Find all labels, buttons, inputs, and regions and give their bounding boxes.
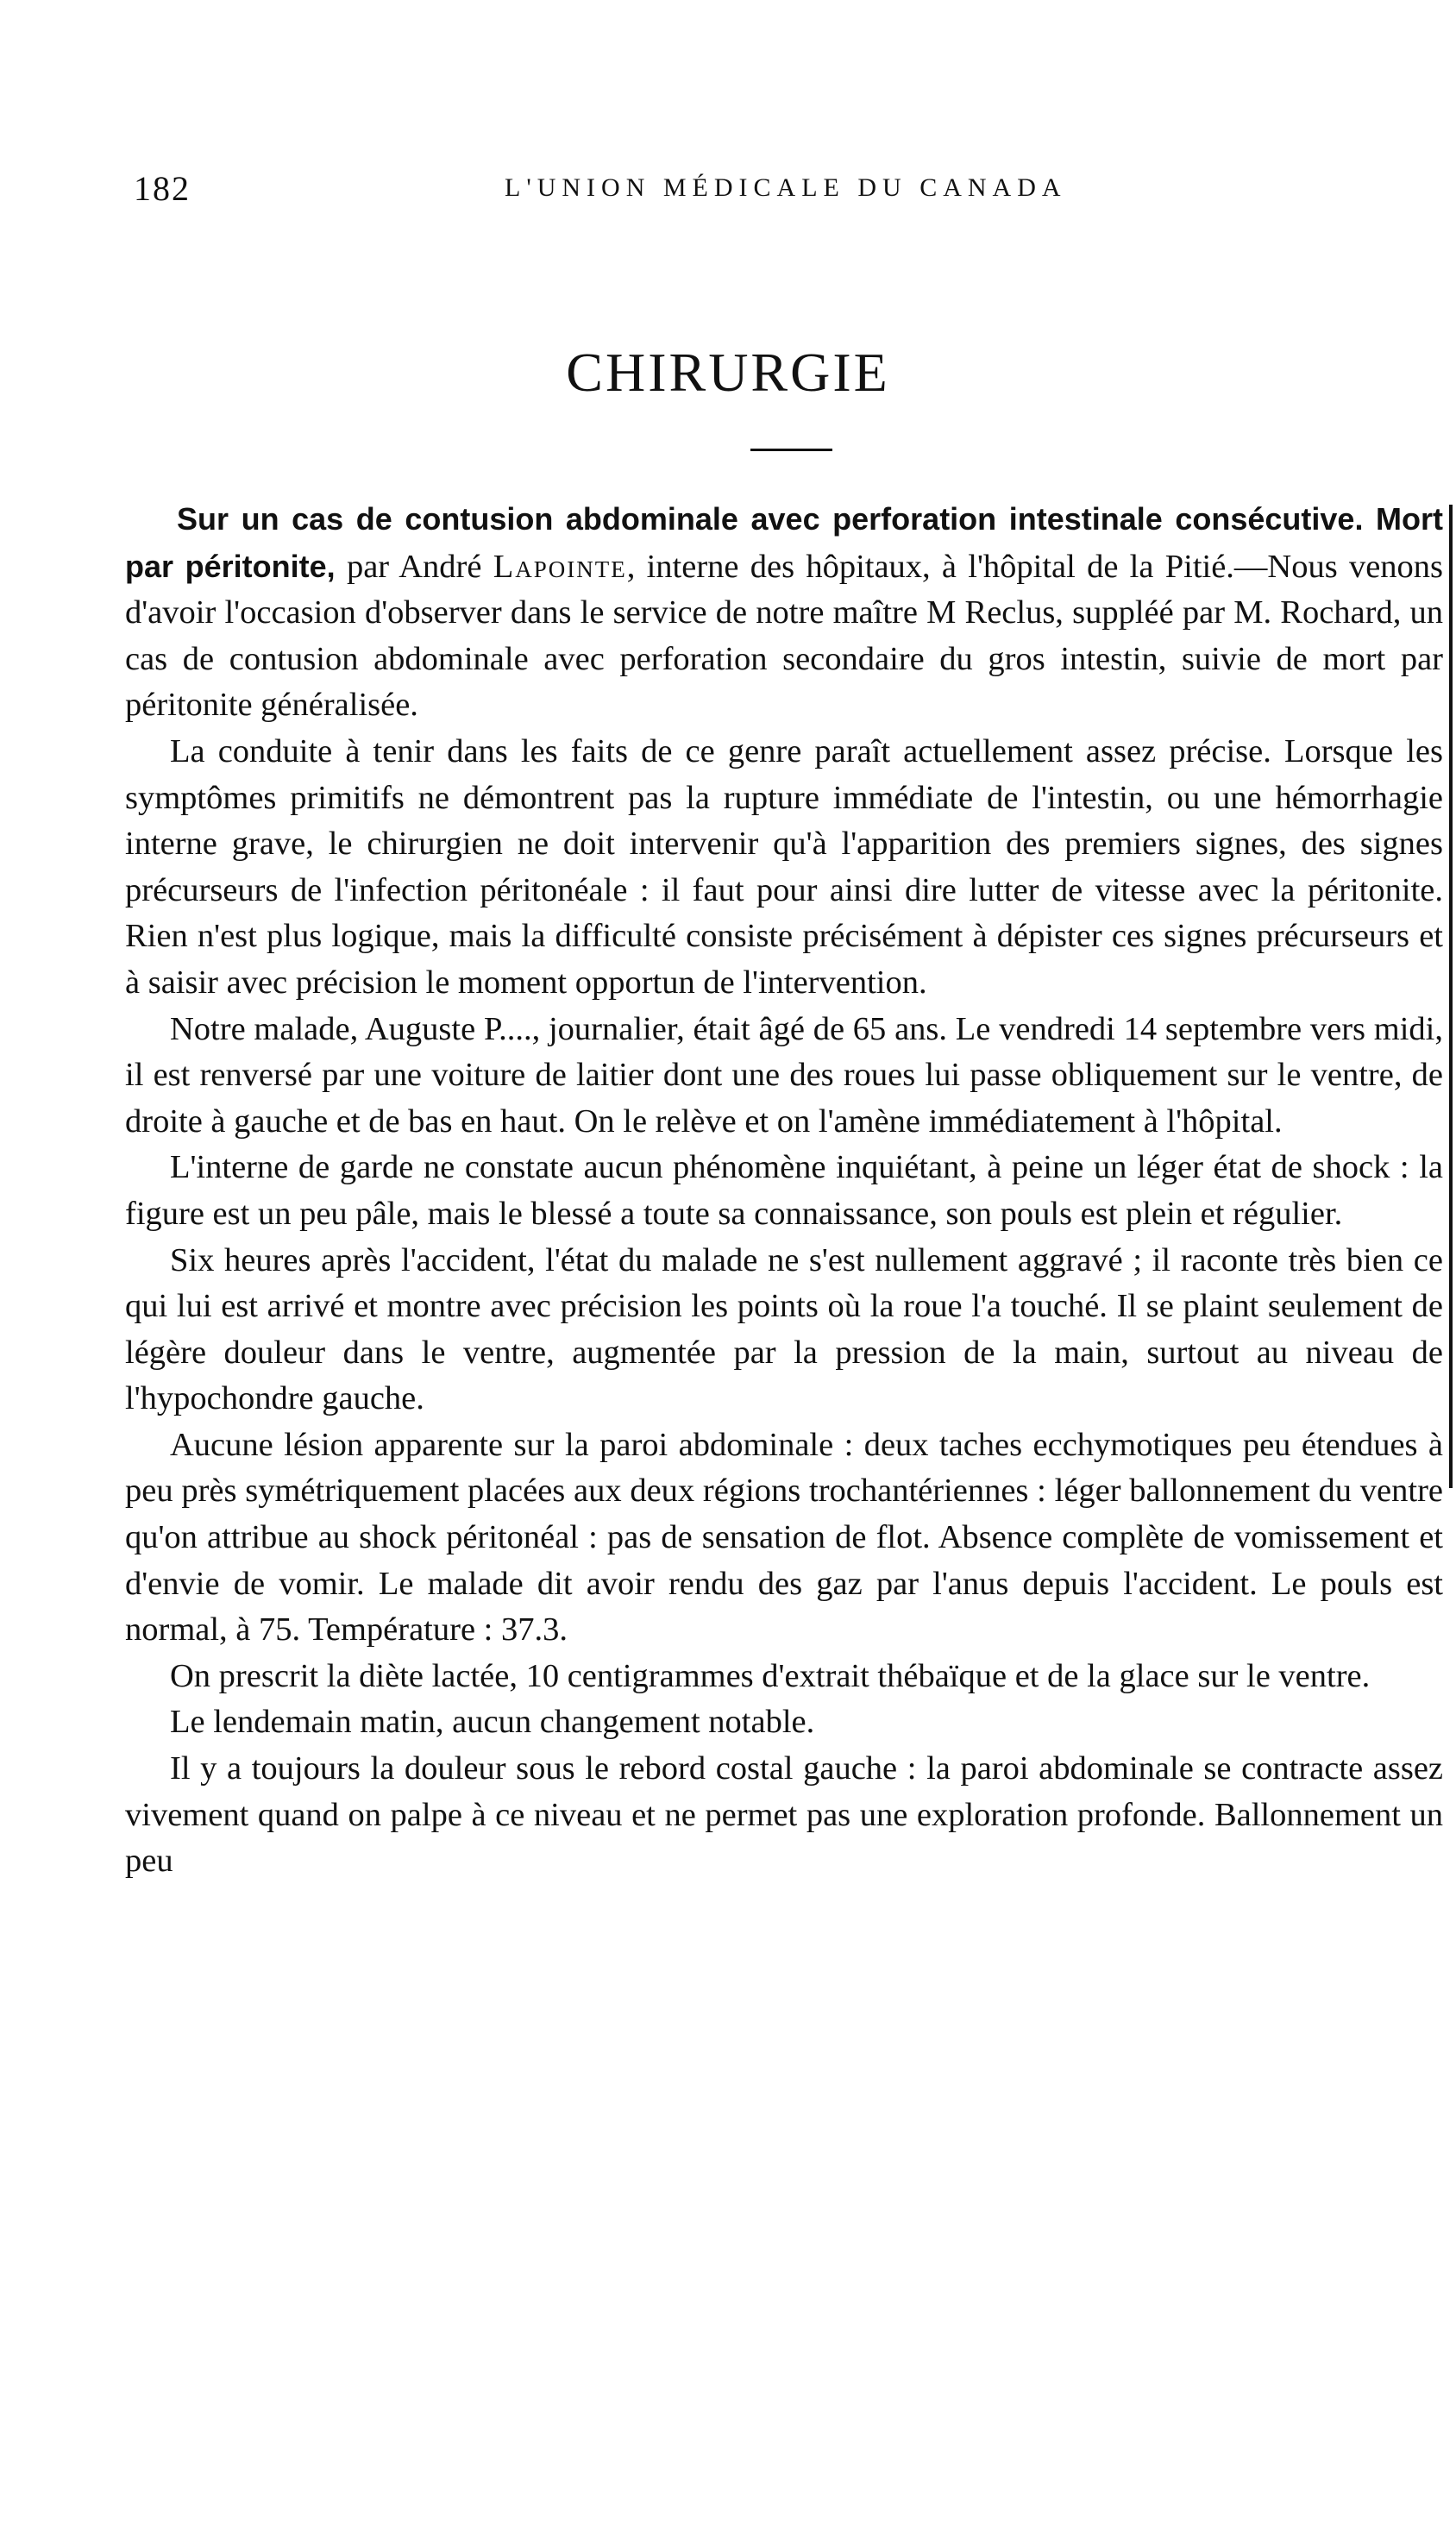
paragraph-2: La conduite à tenir dans les faits de ce genre paraît actuellement assez précise. Lorsque les symptômes primitifs ne démontrent pas la rupture immédiate de l'intestin, ou une hémorrhagie interne grave, le chirurgien ne doit intervenir qu'à l'apparition des premiers signes, des signes précurseurs de l'infection péritonéale : il faut pour ainsi dire lutter de vitesse avec la péritonite. Rien n'est plus logique, mais la difficulté consiste précisément à dépister ces signes précurseurs et à saisir avec précision le moment opportun de l'intervention. (125, 732, 1443, 1001)
paragraph-5: Six heures après l'accident, l'état du malade ne s'est nullement aggravé ; il raconte très bien ce qui lui est arrivé et montre avec précision les points où la roue l'a touché. Il se plaint seulement de légère douleur dans le ventre, augmentée par la pression de la main, surtout au niveau de l'hypochondre gauche. (125, 1241, 1443, 1417)
paragraph-3: Notre malade, Auguste P...., journalier, était âgé de 65 ans. Le vendredi 14 septembre vers midi, il est renversé par une voiture de laitier dont une des roues lui passe obliquement sur le ventre, de droite à gauche et de bas en haut. On le relève et on l'amène immédiatement à l'hôpital. (125, 1010, 1443, 1140)
paragraph-9: Il y a toujours la douleur sous le rebord costal gauche : la paroi abdominale se contracte assez vivement quand on palpe à ce niveau et ne permet pas une exploration profonde. Ballonnement un peu (125, 1750, 1443, 1880)
paragraph-7: On prescrit la diète lactée, 10 centigrammes d'extrait thébaïque et de la glace sur le ventre. (170, 1657, 1371, 1694)
paragraph-1-text: interne des hôpitaux, à l'hôpital de la Pitié.—Nous venons d'avoir l'occasion d'observer dans le service de notre maître M Reclus, suppléé par M. Rochard, un cas de contusion abdominale avec perforation secondaire du gros intestin, suivie de mort par péritonite généralisée. (125, 548, 1444, 724)
paragraph-8: Le lendemain matin, aucun changement notable. (170, 1704, 815, 1741)
journal-name: L'UNION MÉDICALE DU CANADA (505, 173, 1067, 202)
margin-rule (1449, 505, 1453, 1488)
section-title: CHIRURGIE (566, 342, 890, 403)
title-rule (750, 449, 832, 451)
byline-prefix: par André (346, 548, 482, 585)
paragraph-6: Aucune lésion apparente sur la paroi abdominale : deux taches ecchymotiques peu étendues à peu près symétriquement placées aux deux régions trochantériennes : léger ballonnement du ventre qu'on attribue au shock péritonéal : pas de sensation de flot. Absence complète de vomissement et d'envie de vomir. Le malade dit avoir rendu des gaz par l'anus depuis l'accident. Le pouls est normal, à 75. Température : 37.3. (125, 1426, 1443, 1649)
paragraph-1: Sur un cas de contusion abdominale avec perforation intestinale consécutive. Mort par péritonite, par André Lapointe, interne des hôpitaux, à l'hôpital de la Pitié.—Nous venons d'avoir l'occasion d'observer dans le service de notre maître M Reclus, suppléé par M. Rochard, un cas de contusion abdominale avec perforation secondaire du gros intestin, suivie de mort par péritonite généralisée. (125, 501, 1444, 724)
article-body (125, 496, 1443, 1885)
paragraph-4: L'interne de garde ne constate aucun phénomène inquiétant, à peine un léger état de shock : la figure est un peu pâle, mais le blessé a toute sa connaissance, son pouls est plein et régulier. (125, 1149, 1443, 1232)
article-title: Sur un cas de contusion abdominale avec perforation intestinale consécutive. Mort par péritonite, (125, 501, 1443, 584)
page-number: 182 (134, 169, 191, 208)
author-surname: Lapointe (493, 548, 627, 585)
running-head (134, 168, 1445, 211)
